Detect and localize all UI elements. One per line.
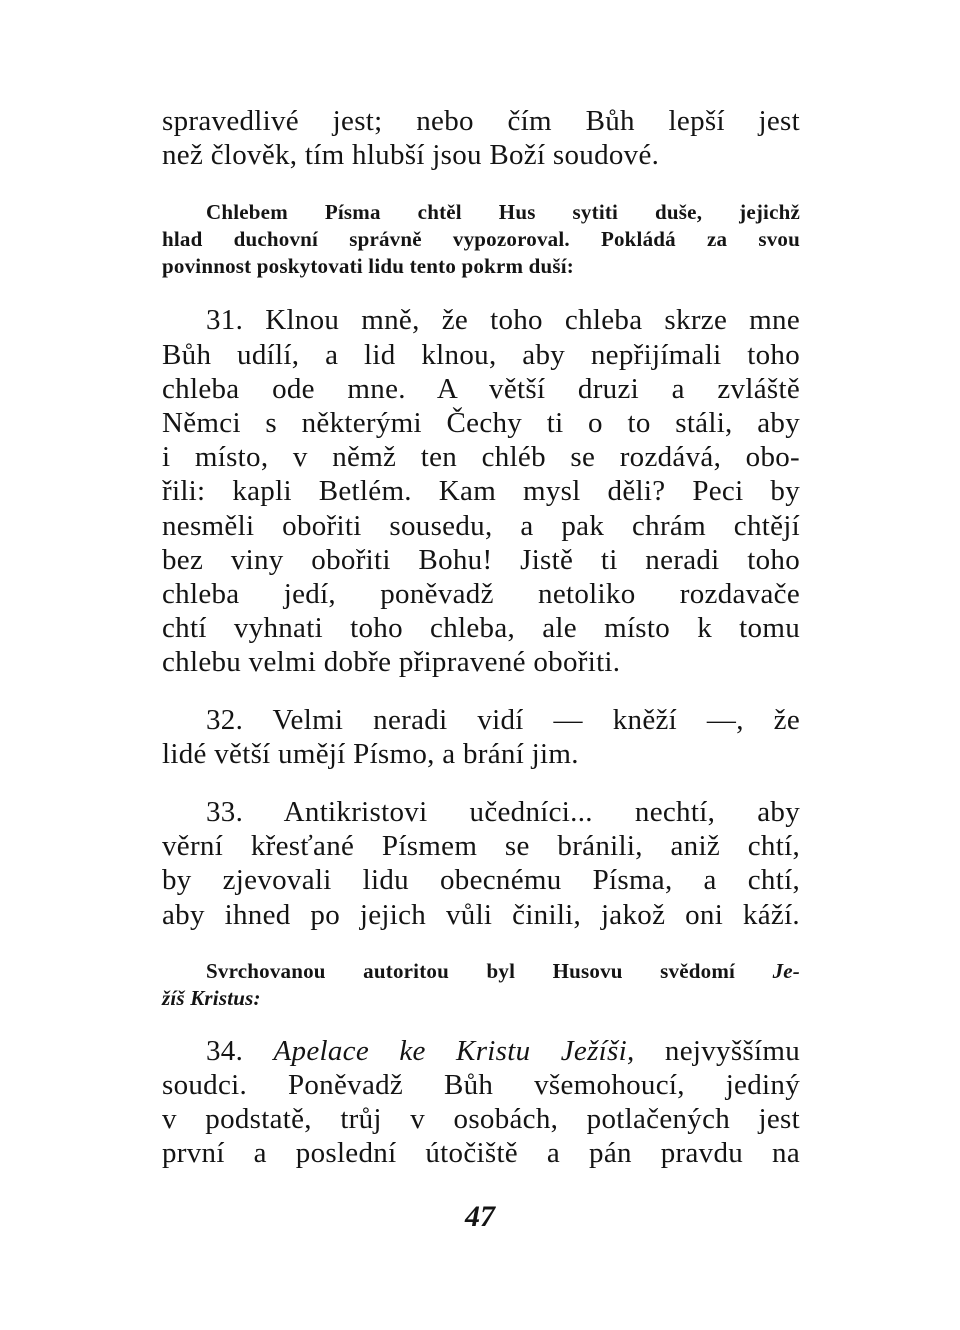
- paragraph-intro: [162, 104, 800, 172]
- text-line: chlebu velmi dobře připravené obořiti.: [162, 646, 621, 679]
- text-line: chtí vyhnati toho chleba, ale místo k tomu: [162, 612, 800, 645]
- text-line: chleba jedí, poněvadž netoliko rozdavače: [162, 578, 800, 611]
- paragraph-34: [162, 1034, 800, 1171]
- italic-title: Apelace ke Kristu Ježíši,: [273, 1034, 635, 1067]
- text-fragment: nejvyššímu: [634, 1034, 801, 1067]
- text-line: aby ihned po jejich vůli činili, jakož oni káží.: [162, 898, 800, 931]
- text-line: nesměli obořiti sousedu, a pak chrám chtějí: [162, 509, 800, 542]
- text-line: 33. Antikristovi učedníci... nechtí, aby: [206, 796, 800, 829]
- text-line: 31. Klnou mně, že toho chleba skrze mne: [206, 304, 800, 337]
- text-line: Bůh udílí, a lid klnou, aby nepřijímali toho: [162, 338, 800, 371]
- text-line: lidé větší umějí Písmo, a brání jim.: [162, 737, 579, 770]
- paragraph-33: [162, 795, 800, 932]
- text-line: by zjevovali lidu obecnému Písma, a chtí,: [162, 864, 800, 897]
- text-line: Chlebem Písma chtěl Hus sytiti duše, jejichž: [206, 200, 800, 225]
- text-line: věrní křesťané Písmem se bránili, aniž chtí,: [162, 830, 800, 863]
- text-line: než člověk, tím hlubší jsou Boží soudové.: [162, 139, 660, 172]
- text-line: hlad duchovní správně vypozoroval. Pokládá za svou: [162, 227, 800, 252]
- text-line: první a poslední útočiště a pán pravdu na: [162, 1137, 800, 1170]
- text-line: i místo, v němž ten chléb se rozdává, obo-: [162, 441, 800, 474]
- text-line: soudci. Poněvadž Bůh všemohoucí, jediný: [162, 1069, 800, 1102]
- text-line: bez viny obořiti Bohu! Jistě ti neradi toho: [162, 543, 800, 576]
- page-number: 47: [465, 1200, 495, 1233]
- text-line: [162, 958, 800, 985]
- text-line: řili: kapli Betlém. Kam mysl děli? Peci by: [162, 475, 800, 508]
- commentary-2-text: Svrchovanou autoritou byl Husovu svědomí: [206, 958, 773, 983]
- text-line: 32. Velmi neradi vidí — kněží —, že: [206, 703, 800, 736]
- commentary-2-italic-line: žíš Kristus:: [162, 985, 261, 1010]
- text-line: spravedlivé jest; nebo čím Bůh lepší jest: [162, 105, 800, 137]
- commentary-2-italic: Je-: [772, 958, 800, 983]
- paragraph-31: [162, 303, 800, 679]
- paragraph-32: [162, 703, 800, 771]
- paragraph-number: 34.: [206, 1034, 274, 1067]
- text-line: povinnost poskytovati lidu tento pokrm duší:: [162, 254, 574, 279]
- text-line: Němci s některými Čechy ti o to stáli, aby: [162, 407, 800, 440]
- page-body: [162, 104, 800, 1171]
- text-line: [162, 1034, 800, 1068]
- commentary-1: [162, 199, 800, 280]
- commentary-2: [162, 958, 800, 1012]
- text-line: v podstatě, trůj v osobách, potlačených jest: [162, 1103, 800, 1136]
- text-line: chleba ode mne. A větší druzi a zvláště: [162, 372, 800, 405]
